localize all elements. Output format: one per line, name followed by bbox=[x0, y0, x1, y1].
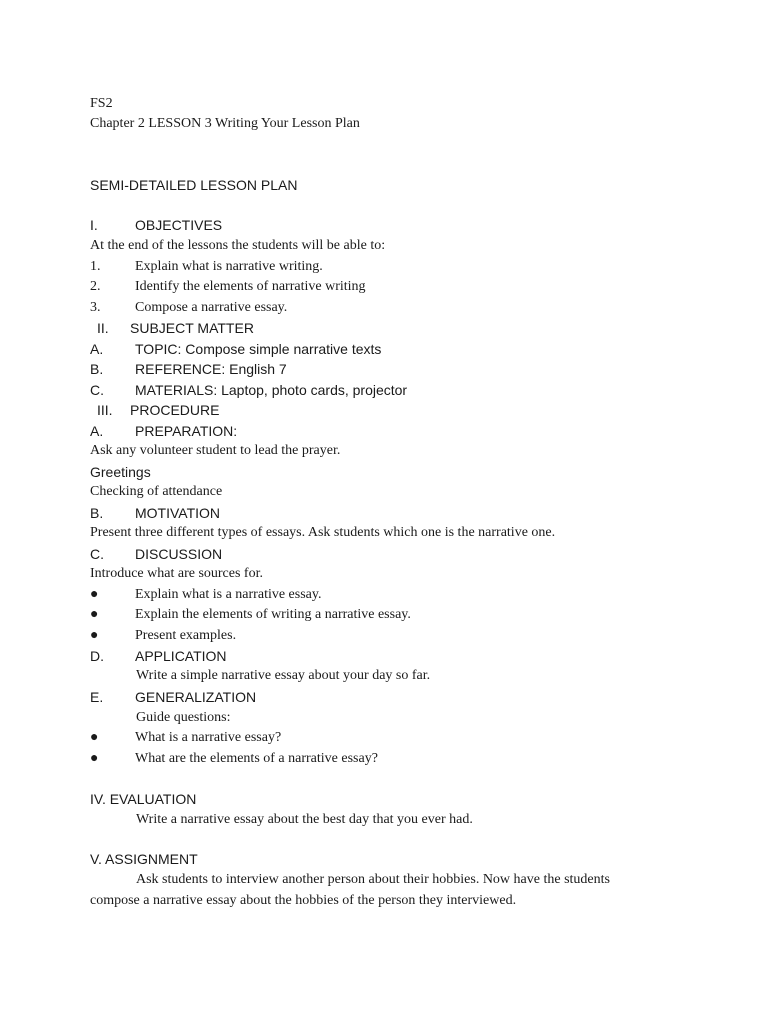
preparation-line: Greetings bbox=[90, 464, 151, 480]
section-marker: I. bbox=[90, 217, 98, 233]
objective-item bbox=[90, 277, 366, 297]
item-marker: 1. bbox=[90, 259, 101, 274]
objective-item bbox=[90, 298, 287, 318]
item-marker: C. bbox=[90, 546, 104, 562]
item-marker: E. bbox=[90, 689, 104, 705]
item-text: Identify the elements of narrative writing bbox=[135, 279, 366, 294]
application-text: Write a simple narrative essay about your day so far. bbox=[136, 668, 431, 683]
bullet-text: Explain what is a narrative essay. bbox=[135, 587, 322, 602]
preparation-heading bbox=[90, 421, 237, 441]
course-code: FS2 bbox=[90, 96, 113, 111]
bullet-text: What is a narrative essay? bbox=[135, 730, 282, 745]
section-heading: OBJECTIVES bbox=[135, 217, 223, 233]
discussion-intro: Introduce what are sources for. bbox=[90, 566, 263, 581]
item-text: Explain what is narrative writing. bbox=[135, 259, 323, 274]
bullet-icon: ● bbox=[90, 587, 99, 602]
document-title: SEMI-DETAILED LESSON PLAN bbox=[90, 177, 298, 193]
subject-matter-item bbox=[90, 359, 287, 379]
bullet-icon: ● bbox=[90, 628, 99, 643]
subject-matter-item bbox=[90, 339, 381, 359]
generalization-intro: Guide questions: bbox=[136, 710, 231, 725]
section-marker: III. bbox=[97, 402, 113, 418]
item-heading: GENERALIZATION bbox=[135, 689, 257, 705]
generalization-bullet bbox=[90, 749, 378, 769]
item-heading: APPLICATION bbox=[135, 648, 227, 664]
item-marker: C. bbox=[90, 382, 104, 398]
item-marker: B. bbox=[90, 505, 104, 521]
section-heading: SUBJECT MATTER bbox=[130, 320, 254, 336]
bullet-text: Explain the elements of writing a narrative essay. bbox=[135, 607, 411, 622]
preparation-line: Ask any volunteer student to lead the prayer. bbox=[90, 443, 341, 458]
discussion-bullet bbox=[90, 605, 411, 625]
item-marker: D. bbox=[90, 648, 104, 664]
item-text: MATERIALS: Laptop, photo cards, projector bbox=[135, 382, 408, 398]
assignment-text-line: Ask students to interview another person about their hobbies. Now have the students bbox=[136, 872, 610, 887]
item-marker: 3. bbox=[90, 300, 101, 315]
item-heading: DISCUSSION bbox=[135, 546, 223, 562]
bullet-icon: ● bbox=[90, 607, 99, 622]
objective-item bbox=[90, 257, 323, 277]
objectives-heading bbox=[90, 215, 222, 235]
discussion-heading bbox=[90, 544, 222, 564]
evaluation-heading: IV. EVALUATION bbox=[90, 791, 197, 807]
item-text: REFERENCE: English 7 bbox=[135, 361, 287, 377]
item-marker: B. bbox=[90, 361, 104, 377]
item-heading: PREPARATION: bbox=[135, 423, 238, 439]
bullet-text: Present examples. bbox=[135, 628, 237, 643]
item-marker: 2. bbox=[90, 279, 101, 294]
chapter-title: Chapter 2 LESSON 3 Writing Your Lesson Plan bbox=[90, 116, 360, 131]
assignment-heading: V. ASSIGNMENT bbox=[90, 851, 198, 867]
item-text: TOPIC: Compose simple narrative texts bbox=[135, 341, 382, 357]
motivation-text: Present three different types of essays. Ask students which one is the narrative one. bbox=[90, 525, 556, 540]
section-marker: II. bbox=[97, 320, 109, 336]
assignment-text-line: compose a narrative essay about the hobbies of the person they interviewed. bbox=[90, 893, 517, 908]
discussion-bullet bbox=[90, 626, 236, 646]
procedure-heading bbox=[97, 400, 219, 420]
item-marker: A. bbox=[90, 341, 104, 357]
generalization-bullet bbox=[90, 728, 281, 748]
bullet-icon: ● bbox=[90, 730, 99, 745]
item-heading: MOTIVATION bbox=[135, 505, 221, 521]
objectives-intro: At the end of the lessons the students will be able to: bbox=[90, 238, 386, 253]
subject-matter-item bbox=[90, 380, 407, 400]
subject-matter-heading bbox=[97, 318, 254, 338]
generalization-heading bbox=[90, 687, 256, 707]
evaluation-text: Write a narrative essay about the best day that you ever had. bbox=[136, 812, 473, 827]
preparation-line: Checking of attendance bbox=[90, 484, 223, 499]
section-heading: PROCEDURE bbox=[130, 402, 220, 418]
bullet-icon: ● bbox=[90, 751, 99, 766]
item-text: Compose a narrative essay. bbox=[135, 300, 288, 315]
bullet-text: What are the elements of a narrative essay? bbox=[135, 751, 378, 766]
discussion-bullet bbox=[90, 585, 321, 605]
item-marker: A. bbox=[90, 423, 104, 439]
application-heading bbox=[90, 646, 227, 666]
motivation-heading bbox=[90, 503, 220, 523]
